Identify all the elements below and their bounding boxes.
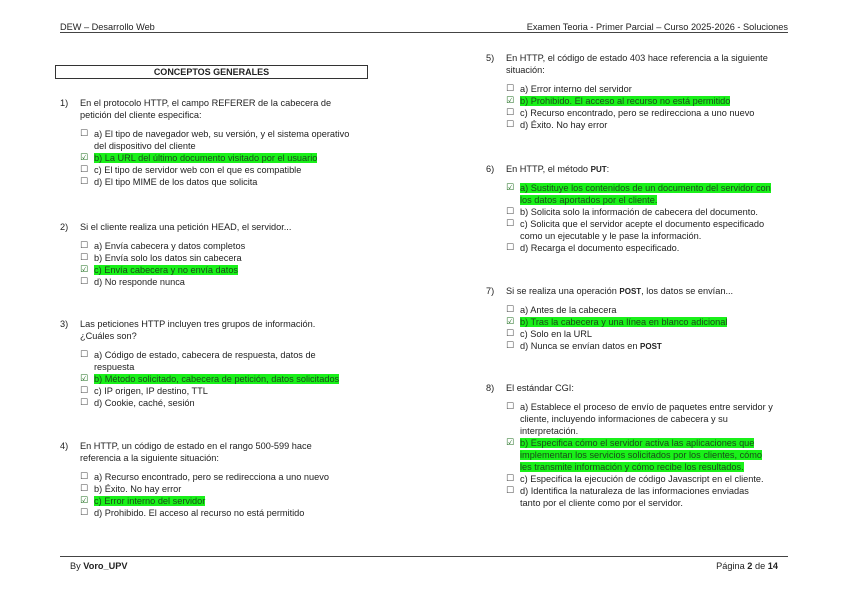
question-number: 4) (60, 441, 69, 451)
page-number: Página 2 de 14 (716, 561, 778, 571)
answer-option-c[interactable] (506, 218, 801, 242)
question-number: 2) (60, 222, 69, 232)
answer-option-c[interactable] (80, 385, 375, 397)
answer-text: a) Antes de la cabecera (520, 305, 617, 315)
question-text: Si se realiza una operación POST, los datos se envían... (506, 286, 734, 296)
answer-option-b[interactable] (80, 252, 375, 264)
checkbox-icon[interactable]: ☐ (80, 398, 89, 408)
answer-option-a[interactable] (80, 471, 375, 483)
answer-option-c[interactable] (506, 473, 801, 485)
answer-option-b[interactable] (80, 373, 375, 385)
checkbox-icon[interactable]: ☐ (80, 508, 89, 518)
answer-option-c[interactable] (80, 264, 375, 276)
checkbox-icon[interactable]: ☐ (80, 253, 89, 263)
checkbox-icon[interactable]: ☐ (80, 277, 89, 287)
checkbox-icon[interactable]: ☐ (506, 84, 515, 94)
answer-text: a) Establece el proceso de envío de paquetes entre servidor y (520, 402, 773, 412)
question-text: Las peticiones HTTP incluyen tres grupos de información. ¿Cuáles son? (80, 319, 316, 341)
answer-option-b[interactable] (80, 483, 375, 495)
question-text: En HTTP, un código de estado en el rango 500-599 hace referencia a la siguiente situación: (80, 441, 312, 463)
answer-option-b[interactable] (506, 437, 801, 473)
checkbox-icon[interactable]: ☐ (506, 243, 515, 253)
checked-box-icon[interactable]: ☑ (506, 438, 515, 448)
answer-text: a) Código de estado, cabecera de respuesta, datos de (94, 350, 316, 360)
answer-text: los datos aportados por el cliente. (520, 195, 658, 205)
answer-option-a[interactable] (80, 128, 375, 152)
checkbox-icon[interactable]: ☐ (506, 341, 515, 351)
question-text: Si el cliente realiza una petición HEAD, el servidor... (80, 222, 292, 232)
checkbox-icon[interactable]: ☐ (80, 386, 89, 396)
course-name: DEW – Desarrollo Web (60, 22, 155, 32)
answer-text: como un ejecutable y le pase la información. (520, 231, 702, 241)
answer-text: cliente, incluyendo informaciones de cabecera y su (520, 414, 728, 424)
answer-text: c) Solo en la URL (520, 329, 593, 339)
question-text: El estándar CGI: (506, 383, 574, 393)
answer-text: c) IP origen, IP destino, TTL (94, 386, 208, 396)
answer-text: b) Tras la cabecera y una línea en blanco adicional (520, 317, 728, 327)
exam-title: Examen Teoria - Primer Parcial – Curso 2025-2026 - Soluciones (526, 22, 788, 32)
answer-option-b[interactable] (80, 152, 375, 164)
answer-option-a[interactable] (506, 182, 801, 206)
checked-box-icon[interactable]: ☑ (80, 265, 89, 275)
answer-text: c) Especifica la ejecución de código Javascript en el cliente. (520, 474, 764, 484)
checkbox-icon[interactable]: ☐ (506, 219, 515, 229)
author-credit: By Voro_UPV (70, 561, 128, 571)
answer-option-b[interactable] (506, 95, 801, 107)
answer-text: d) El tipo MIME de los datos que solicita (94, 177, 258, 187)
checkbox-icon[interactable]: ☐ (506, 329, 515, 339)
answer-text: c) Recurso encontrado, pero se redirecciona a uno nuevo (520, 108, 755, 118)
answer-text: c) Solicita que el servidor acepte el documento especificado (520, 219, 765, 229)
answer-text: del dispositivo del cliente (94, 141, 196, 151)
checked-box-icon[interactable]: ☑ (80, 153, 89, 163)
answer-option-d[interactable] (80, 507, 375, 519)
answer-text: interpretación. (520, 426, 579, 436)
checked-box-icon[interactable]: ☑ (506, 317, 515, 327)
checkbox-icon[interactable]: ☐ (80, 350, 89, 360)
question-number: 6) (486, 164, 495, 174)
question-number: 8) (486, 383, 495, 393)
answer-option-a[interactable] (506, 83, 801, 95)
answer-text: b) Éxito. No hay error (94, 484, 182, 494)
answer-text: b) Método solicitado, cabecera de petición, datos solicitados (94, 374, 340, 384)
checkbox-icon[interactable]: ☐ (506, 402, 515, 412)
answer-text: d) Cookie, caché, sesión (94, 398, 195, 408)
answer-text: d) Identifica la naturaleza de las informaciones enviadas (520, 486, 749, 496)
answer-text: les transmite información y cómo recibe los resultados. (520, 462, 744, 472)
answer-option-d[interactable] (80, 276, 375, 288)
answer-text: d) Recarga el documento especificado. (520, 243, 680, 253)
answer-option-c[interactable] (506, 107, 801, 119)
checkbox-icon[interactable]: ☐ (80, 472, 89, 482)
author-name: Voro_UPV (83, 561, 128, 571)
answer-text: a) Sustituye los contenidos de un documento del servidor con (520, 183, 771, 193)
answer-text: b) Prohibido. El acceso al recurso no está permitido (520, 96, 731, 106)
answer-text: b) Envía solo los datos sin cabecera (94, 253, 242, 263)
checkbox-icon[interactable]: ☐ (506, 305, 515, 315)
answer-text: c) Error interno del servidor (94, 496, 206, 506)
answer-option-d[interactable] (506, 485, 801, 509)
section-title: CONCEPTOS GENERALES (55, 65, 368, 79)
answer-text: d) Éxito. No hay error (520, 120, 608, 130)
answer-option-d[interactable] (506, 340, 801, 353)
answer-option-c[interactable] (80, 495, 375, 507)
answer-text: b) Especifica cómo el servidor activa las aplicaciones que (520, 438, 755, 448)
question-number: 7) (486, 286, 495, 296)
answer-text: d) Prohibido. El acceso al recurso no está permitido (94, 508, 305, 518)
answer-option-a[interactable] (80, 240, 375, 252)
checkbox-icon[interactable]: ☐ (506, 474, 515, 484)
answer-option-b[interactable] (506, 316, 801, 328)
question-number: 1) (60, 98, 69, 108)
checked-box-icon[interactable]: ☑ (80, 496, 89, 506)
question-text: En el protocolo HTTP, el campo REFERER de la cabecera de petición del cliente especifica: (80, 98, 332, 120)
checkbox-icon[interactable]: ☐ (506, 108, 515, 118)
page-header (60, 21, 788, 33)
answer-option-a[interactable] (80, 349, 375, 373)
answer-text: d) Nunca se envían datos en (520, 341, 641, 351)
answer-text: a) Recurso encontrado, pero se redirecciona a uno nuevo (94, 472, 329, 482)
answer-text: implementan los servicios solicitados por los clientes, cómo (520, 450, 763, 460)
answer-option-d[interactable] (506, 242, 801, 254)
answer-text: b) Solicita solo la información de cabecera del documento. (520, 207, 758, 217)
checkbox-icon[interactable]: ☐ (80, 129, 89, 139)
question-number: 5) (486, 53, 495, 63)
answer-text: a) Envía cabecera y datos completos (94, 241, 246, 251)
checked-box-icon[interactable]: ☑ (506, 183, 515, 193)
checkbox-icon[interactable]: ☐ (80, 165, 89, 175)
answer-option-c[interactable] (506, 328, 801, 340)
answer-option-d[interactable] (80, 397, 375, 409)
answer-option-a[interactable] (506, 304, 801, 316)
answer-text: d) No responde nunca (94, 277, 185, 287)
checkbox-icon[interactable]: ☐ (506, 120, 515, 130)
http-method-keyword: POST (640, 342, 662, 351)
http-method-keyword: POST (619, 287, 642, 296)
answer-option-d[interactable] (80, 176, 375, 188)
answer-text: a) Error interno del servidor (520, 84, 632, 94)
answer-option-b[interactable] (506, 206, 801, 218)
answer-text: respuesta (94, 362, 135, 372)
checked-box-icon[interactable]: ☑ (506, 96, 515, 106)
answer-option-c[interactable] (80, 164, 375, 176)
answer-text: tanto por el cliente como por el servidor. (520, 498, 683, 508)
http-method-keyword: PUT (590, 165, 607, 174)
answer-text: a) El tipo de navegador web, su versión, y el sistema operativo (94, 129, 350, 139)
checkbox-icon[interactable]: ☐ (80, 484, 89, 494)
answer-text: c) El tipo de servidor web con el que es compatible (94, 165, 302, 175)
checkbox-icon[interactable]: ☐ (506, 207, 515, 217)
checkbox-icon[interactable]: ☐ (506, 486, 515, 496)
answer-option-a[interactable] (506, 401, 801, 437)
answer-text: c) Envía cabecera y no envía datos (94, 265, 239, 275)
question-text: En HTTP, el método PUT: (506, 164, 610, 174)
answer-text: b) La URL del último documento visitado por el usuario (94, 153, 318, 163)
checkbox-icon[interactable]: ☐ (80, 177, 89, 187)
checked-box-icon[interactable]: ☑ (80, 374, 89, 384)
checkbox-icon[interactable]: ☐ (80, 241, 89, 251)
page-footer (60, 556, 788, 572)
question-number: 3) (60, 319, 69, 329)
question-text: En HTTP, el código de estado 403 hace referencia a la siguiente situación: (506, 53, 768, 75)
answer-option-d[interactable] (506, 119, 801, 131)
